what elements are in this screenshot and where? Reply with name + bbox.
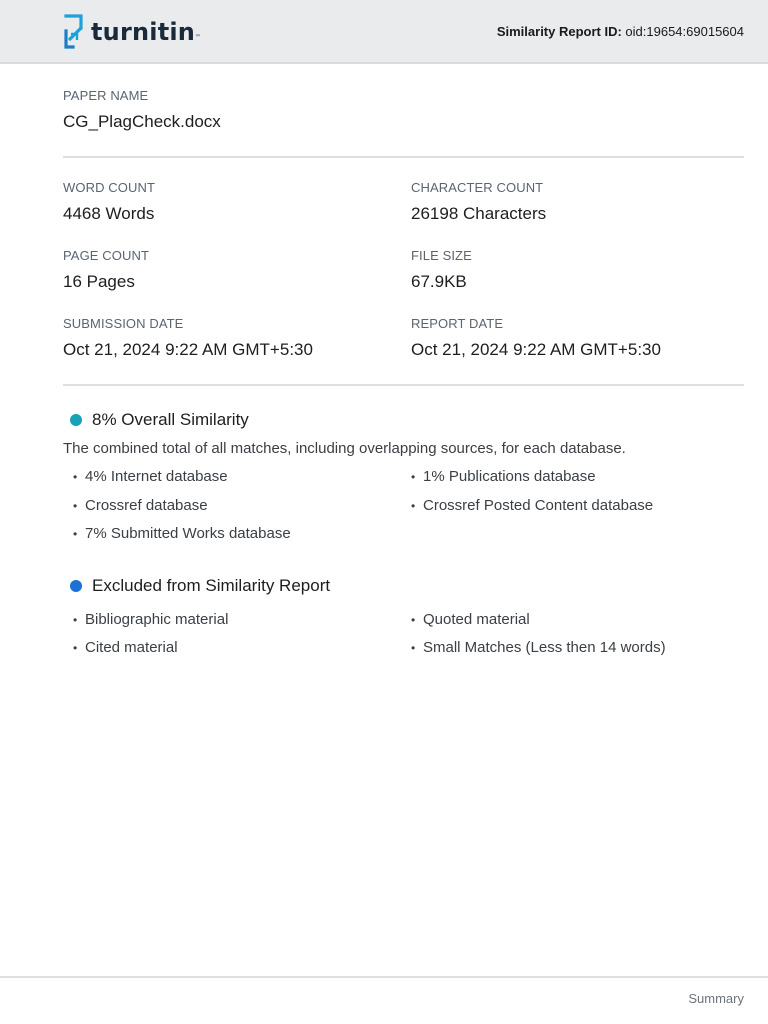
list-item: • Small Matches (Less then 14 words): [401, 639, 666, 657]
divider: [63, 384, 744, 386]
report-id-label: Similarity Report ID:: [496, 24, 622, 39]
bullet-icon: •: [411, 499, 416, 513]
turnitin-logo-icon: [63, 14, 85, 50]
paper-name-value: CG_PlagCheck.docx: [63, 112, 221, 131]
page-count-label: PAGE COUNT: [63, 248, 149, 263]
bullet-icon: •: [411, 641, 416, 655]
bullet-icon: •: [411, 470, 416, 484]
character-count-label: CHARACTER COUNT: [411, 180, 544, 195]
bullet-icon: •: [73, 613, 78, 627]
word-count-value: 4468 Words: [63, 204, 155, 223]
bullet-icon: •: [73, 641, 78, 655]
file-size-label: FILE SIZE: [411, 248, 472, 263]
file-size-value: 67.9KB: [411, 272, 467, 291]
submission-date-label: SUBMISSION DATE: [63, 316, 184, 331]
divider: [63, 156, 744, 158]
report-id-value: oid:19654:69015604: [621, 24, 744, 39]
similarity-dot-icon: [70, 414, 82, 426]
list-item: • Cited material: [63, 639, 178, 657]
bullet-icon: •: [411, 613, 416, 627]
character-count-value: 26198 Characters: [411, 204, 547, 223]
excluded-dot-icon: [70, 580, 82, 592]
footer-divider: [0, 976, 768, 978]
word-count-label: WORD COUNT: [63, 180, 155, 195]
report-header: [0, 0, 768, 64]
list-item: • Crossref database: [63, 497, 208, 515]
logo-wordmark: turnitin ™: [91, 14, 195, 50]
list-item: • Crossref Posted Content database: [401, 497, 653, 515]
similarity-description: The combined total of all matches, including overlapping sources, for each database.: [63, 440, 626, 457]
submission-date-value: Oct 21, 2024 9:22 AM GMT+5:30: [63, 340, 313, 359]
list-item: • Quoted material: [401, 611, 530, 629]
excluded-title: Excluded from Similarity Report: [92, 576, 331, 595]
similarity-report-id: [497, 24, 744, 40]
page-count-value: 16 Pages: [63, 272, 135, 291]
report-date-label: REPORT DATE: [411, 316, 504, 331]
paper-name-label: PAPER NAME: [63, 88, 149, 103]
bullet-icon: •: [73, 527, 78, 541]
list-item: • 1% Publications database: [401, 468, 596, 486]
trademark-symbol: ™: [194, 34, 202, 41]
overall-similarity-title: 8% Overall Similarity: [92, 410, 249, 429]
bullet-icon: •: [73, 470, 78, 484]
list-item: • Bibliographic material: [63, 611, 228, 629]
footer-summary-label: Summary: [688, 991, 744, 1006]
overall-similarity-heading: [70, 410, 249, 430]
bullet-icon: •: [73, 499, 78, 513]
excluded-heading: [70, 576, 330, 596]
turnitin-logo: [63, 14, 202, 50]
report-date-value: Oct 21, 2024 9:22 AM GMT+5:30: [411, 340, 661, 359]
list-item: • 4% Internet database: [63, 468, 228, 486]
list-item: • 7% Submitted Works database: [63, 525, 291, 543]
